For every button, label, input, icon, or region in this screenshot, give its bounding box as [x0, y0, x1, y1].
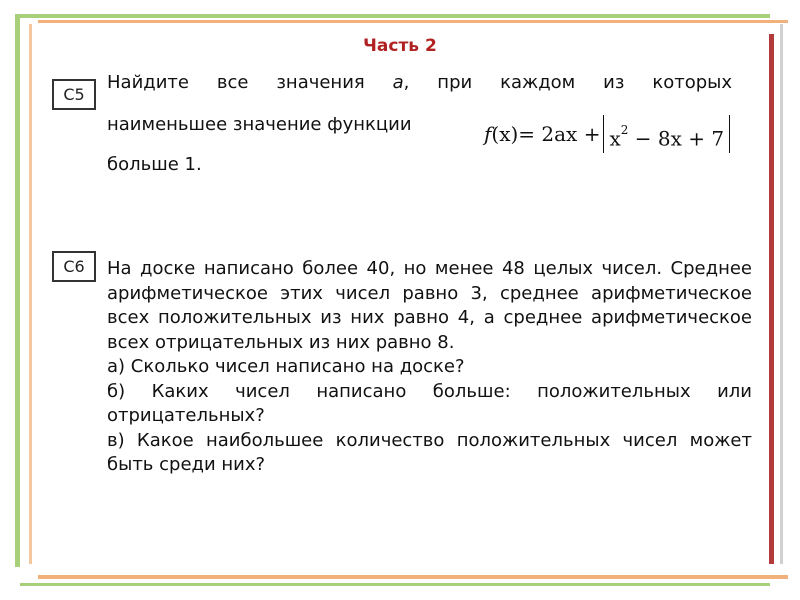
frame-bottom-green-bar	[20, 583, 770, 586]
task-label-c6: С6	[52, 251, 96, 282]
page-title: Часть 2	[363, 36, 437, 56]
formula-abs-exponent: 2	[620, 123, 629, 137]
frame-right-red-bar	[769, 34, 774, 564]
c6-paragraph: На доске написано более 40, но менее 48 целых чисел. Среднее арифметическое этих чисел равно 3, среднее арифметическое всех положительных из них равно 4, а среднее арифметическое всех отрицательных из них равно 8.	[107, 258, 752, 353]
c6-question-c: в) Какое наибольшее количество положительных чисел может быть среди них?	[107, 429, 752, 475]
frame-left-green-bar	[15, 14, 20, 567]
c6-question-b: б) Каких чисел написано больше: положительных или отрицательных?	[107, 380, 752, 426]
c5-line1-end: , при каждом из которых	[403, 72, 732, 93]
formula-abs-rest: − 8x + 7	[628, 126, 725, 151]
formula-arg: (x)	[491, 122, 519, 146]
c5-text-line3: больше 1.	[107, 154, 202, 175]
frame-top-orange-bar	[38, 20, 788, 23]
frame-left-orange-bar	[29, 24, 32, 564]
formula-absolute-value	[603, 115, 730, 153]
c5-parameter-var: a	[392, 72, 404, 93]
c5-line1-start: Найдите все значения	[107, 72, 393, 93]
formula-f: f	[484, 122, 492, 146]
frame-bottom-orange-bar	[38, 575, 788, 579]
formula-abs-x: x	[609, 126, 621, 151]
frame-top-green-bar	[20, 14, 770, 18]
function-formula	[484, 112, 730, 156]
c5-text-line1	[107, 72, 732, 93]
c5-text-line2: наименьшее значение функции	[107, 114, 412, 135]
formula-linear-part: = 2ax +	[518, 122, 601, 146]
task-label-c5: С5	[52, 79, 96, 110]
c6-task-text	[107, 257, 752, 478]
c6-question-a: а) Сколько чисел написано на доске?	[107, 356, 465, 377]
frame-right-gray-bar	[780, 24, 783, 564]
